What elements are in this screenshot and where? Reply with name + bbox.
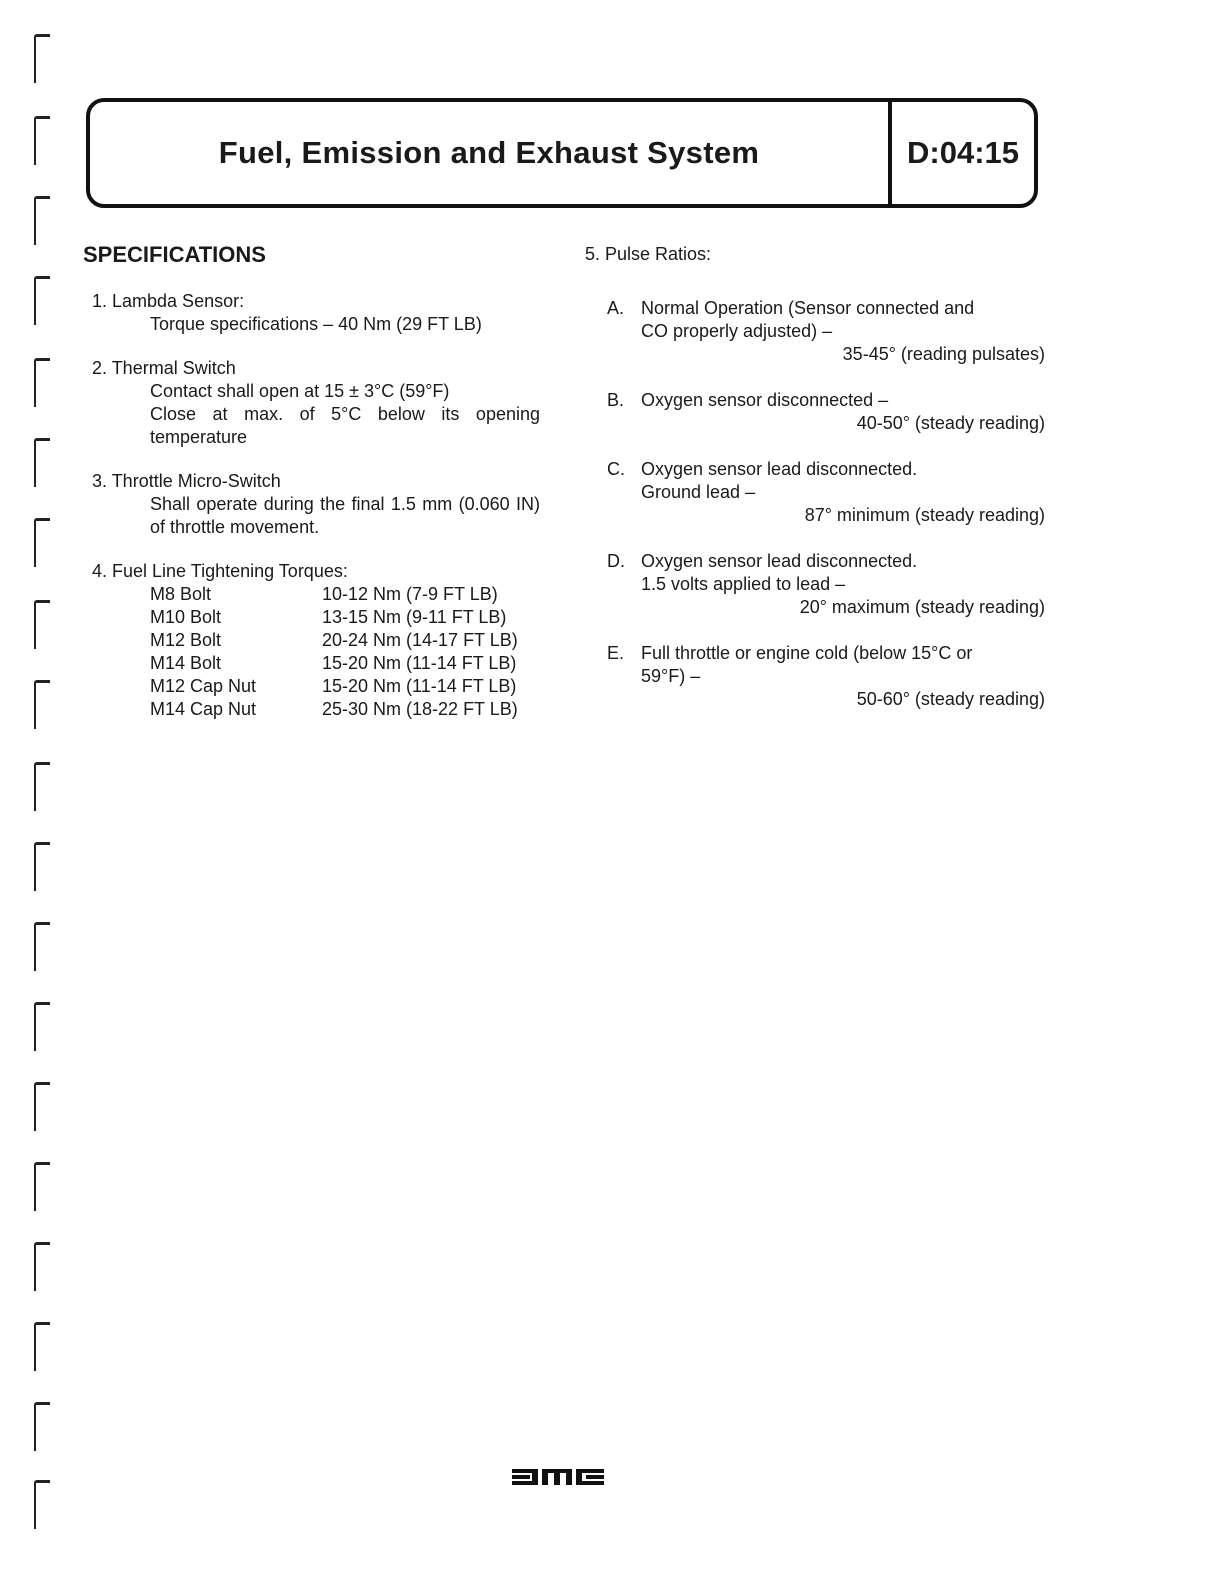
binder-hole-icon bbox=[34, 762, 50, 811]
pulse-ratio-line: Full throttle or engine cold (below 15°C or bbox=[641, 643, 973, 663]
pulse-ratio-line: Oxygen sensor disconnected – bbox=[641, 390, 889, 410]
pulse-ratio-letter: E. bbox=[607, 643, 625, 663]
binder-hole-icon bbox=[34, 842, 50, 891]
torque-row bbox=[92, 698, 540, 721]
spec-item-title: 4. Fuel Line Tightening Torques: bbox=[92, 561, 348, 581]
pulse-ratio-letter: B. bbox=[607, 390, 625, 410]
pulse-ratio-reading: 40-50° (steady reading) bbox=[856, 413, 1045, 433]
pulse-ratio-reading: 87° minimum (steady reading) bbox=[804, 505, 1045, 525]
binder-hole-icon bbox=[34, 1002, 50, 1051]
torque-row bbox=[92, 629, 540, 652]
pulse-ratio-reading: 35-45° (reading pulsates) bbox=[842, 344, 1045, 364]
torque-value: 15-20 Nm (11-14 FT LB) bbox=[322, 653, 517, 673]
pulse-ratio-line: 1.5 volts applied to lead – bbox=[641, 574, 846, 594]
specifications-heading: SPECIFICATIONS bbox=[83, 242, 266, 267]
pulse-ratio-letter: C. bbox=[607, 459, 625, 479]
pulse-ratios-title: 5. Pulse Ratios: bbox=[585, 244, 712, 264]
pulse-ratio-line: CO properly adjusted) – bbox=[641, 321, 833, 341]
pulse-ratio-item-b bbox=[585, 389, 1045, 435]
torque-row bbox=[92, 675, 540, 698]
specifications-list bbox=[92, 290, 540, 742]
dmc-logo-icon bbox=[512, 1466, 604, 1488]
pulse-ratio-letter: D. bbox=[607, 551, 625, 571]
spec-item-thermal-switch bbox=[92, 357, 540, 449]
spec-item-title: 2. Thermal Switch bbox=[92, 358, 236, 378]
spec-item-fuel-line-torques bbox=[92, 560, 540, 721]
torque-fitting: M14 Bolt bbox=[150, 653, 222, 673]
binder-hole-icon bbox=[34, 600, 50, 649]
binder-hole-icon bbox=[34, 680, 50, 729]
binder-hole-icon bbox=[34, 276, 50, 325]
torque-value: 20-24 Nm (14-17 FT LB) bbox=[322, 630, 518, 650]
binder-hole-icon bbox=[34, 1480, 50, 1529]
pulse-ratio-line: Oxygen sensor lead disconnected. bbox=[641, 551, 918, 571]
spec-line: Contact shall open at 15 ± 3°C (59°F) bbox=[150, 381, 450, 401]
binder-hole-icon bbox=[34, 34, 50, 83]
pulse-ratio-reading: 50-60° (steady reading) bbox=[856, 689, 1045, 709]
spec-item-throttle-micro-switch bbox=[92, 470, 540, 539]
pulse-ratio-item-c bbox=[585, 458, 1045, 527]
binder-hole-icon bbox=[34, 1402, 50, 1451]
binder-hole-icon bbox=[34, 1082, 50, 1131]
page-title: Fuel, Emission and Exhaust System bbox=[218, 135, 760, 170]
pulse-ratio-item-d bbox=[585, 550, 1045, 619]
torque-row bbox=[92, 583, 540, 606]
torque-fitting: M14 Cap Nut bbox=[150, 699, 257, 719]
torque-value: 25-30 Nm (18-22 FT LB) bbox=[322, 699, 518, 719]
pulse-ratio-line: 59°F) – bbox=[641, 666, 701, 686]
binder-hole-icon bbox=[34, 116, 50, 165]
binder-hole-icon bbox=[34, 1162, 50, 1211]
spec-line: Shall operate during the final 1.5 mm (0.060 IN) of throttle movement. bbox=[150, 494, 540, 537]
torque-fitting: M12 Bolt bbox=[150, 630, 222, 650]
pulse-ratios-section bbox=[585, 243, 1045, 734]
torque-fitting: M12 Cap Nut bbox=[150, 676, 257, 696]
binder-hole-icon bbox=[34, 518, 50, 567]
pulse-ratio-letter: A. bbox=[607, 298, 625, 318]
pulse-ratio-reading: 20° maximum (steady reading) bbox=[799, 597, 1045, 617]
spec-line: Close at max. of 5°C below its opening temperature bbox=[150, 404, 540, 447]
torque-fitting: M10 Bolt bbox=[150, 607, 222, 627]
binder-hole-icon bbox=[34, 1322, 50, 1371]
spec-item-title: 3. Throttle Micro-Switch bbox=[92, 471, 281, 491]
torque-value: 13-15 Nm (9-11 FT LB) bbox=[322, 607, 507, 627]
spec-line: Torque specifications – 40 Nm (29 FT LB) bbox=[150, 314, 482, 334]
pulse-ratio-item-a bbox=[585, 297, 1045, 366]
binder-hole-icon bbox=[34, 1242, 50, 1291]
binder-hole-icon bbox=[34, 358, 50, 407]
torque-value: 10-12 Nm (7-9 FT LB) bbox=[322, 584, 498, 604]
torque-value: 15-20 Nm (11-14 FT LB) bbox=[322, 676, 517, 696]
binder-hole-icon bbox=[34, 922, 50, 971]
binder-hole-icon bbox=[34, 438, 50, 487]
pulse-ratio-line: Normal Operation (Sensor connected and bbox=[641, 298, 975, 318]
torque-row bbox=[92, 606, 540, 629]
pulse-ratio-line: Oxygen sensor lead disconnected. bbox=[641, 459, 918, 479]
torque-fitting: M8 Bolt bbox=[150, 584, 212, 604]
pulse-ratio-item-e bbox=[585, 642, 1045, 711]
spec-item-title: 1. Lambda Sensor: bbox=[92, 291, 245, 311]
binder-holes bbox=[30, 0, 60, 1591]
page-header bbox=[86, 98, 1038, 208]
binder-hole-icon bbox=[34, 196, 50, 245]
pulse-ratio-line: Ground lead – bbox=[641, 482, 756, 502]
section-code: D:04:15 bbox=[907, 135, 1019, 170]
torque-row bbox=[92, 652, 540, 675]
spec-item-lambda-sensor bbox=[92, 290, 540, 336]
